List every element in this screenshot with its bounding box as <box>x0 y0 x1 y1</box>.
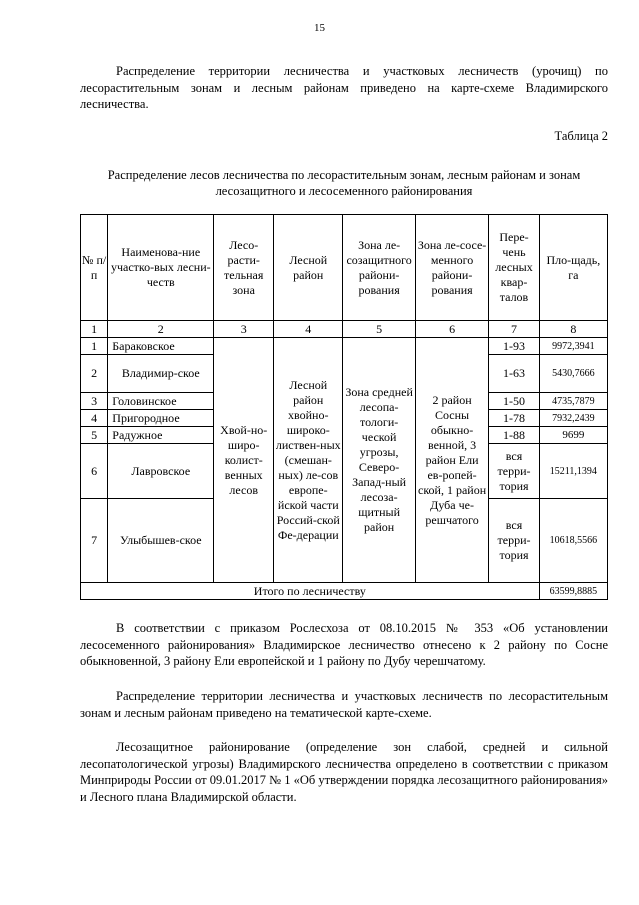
quarters: 1-78 <box>489 410 539 427</box>
row-number: 6 <box>81 444 108 499</box>
column-number: 6 <box>415 321 488 338</box>
row-number: 4 <box>81 410 108 427</box>
row-number: 7 <box>81 499 108 583</box>
quarters: 1-50 <box>489 393 539 410</box>
area: 10618,5566 <box>539 499 607 583</box>
page-number: 15 <box>314 22 325 34</box>
merged-seed-zone: 2 район Сосны обыкно-венной, 3 район Ели ев-ропей-ской, 1 район Дуба че-решчатого <box>415 338 488 583</box>
header-cell: Зона ле-созащитного райони-рования <box>343 215 415 321</box>
quarters: вся терри-тория <box>489 444 539 499</box>
area: 4735,7879 <box>539 393 607 410</box>
body-paragraph: Распределение территории лесничества и участковых лесничеств по лесорастительным зонам и лесным районам приведено на тематической карте-схеме. <box>80 689 608 720</box>
forestry-name: Радужное <box>108 427 214 444</box>
column-number: 7 <box>489 321 539 338</box>
table-label: Таблица 2 <box>554 129 608 143</box>
forestry-name: Улыбышев-ское <box>108 499 214 583</box>
header-cell: Лесной район <box>274 215 343 321</box>
column-number: 2 <box>108 321 214 338</box>
column-number: 5 <box>343 321 415 338</box>
total-label: Итого по лесничеству <box>81 583 540 600</box>
area: 9972,3941 <box>539 338 607 355</box>
row-number: 2 <box>81 355 108 393</box>
merged-zone: Хвой-но-широ-колист-венных лесов <box>214 338 274 583</box>
area: 15211,1394 <box>539 444 607 499</box>
quarters: 1-63 <box>489 355 539 393</box>
intro-paragraph: Распределение территории лесничества и участковых лесничеств (урочищ) по лесорастительным зонам и лесным районам приведено на карте-схеме Владимирского лесничества. <box>80 64 608 111</box>
header-cell: Зона ле-сосе-менного райони-рования <box>415 215 488 321</box>
row-number: 1 <box>81 338 108 355</box>
forestry-name: Лавровское <box>108 444 214 499</box>
total-row <box>81 583 608 600</box>
header-cell: № п/п <box>81 215 108 321</box>
merged-protection-zone: Зона средней лесопа-тологи-ческой угрозы, Северо-Запад-ный лесоза-щитный район <box>343 338 415 583</box>
forest-distribution-table <box>80 214 608 600</box>
header-cell: Наименова-ние участко-вых лесни-честв <box>108 215 214 321</box>
column-number: 1 <box>81 321 108 338</box>
header-cell: Лесо-расти-тельная зона <box>214 215 274 321</box>
forestry-name: Головинское <box>108 393 214 410</box>
column-number: 4 <box>274 321 343 338</box>
row-number: 5 <box>81 427 108 444</box>
table-row <box>81 338 608 355</box>
column-number: 3 <box>214 321 274 338</box>
row-number: 3 <box>81 393 108 410</box>
column-number: 8 <box>539 321 607 338</box>
forestry-name: Владимир-ское <box>108 355 214 393</box>
body-paragraph: В соответствии с приказом Рослесхоза от 08.10.2015 № 353 «Об установлении лесосеменного районирования» Владимирское лесничество отнесено к 2 району по Сосне обыкновенной, 3 району Ели европейской и 1 району по Дубу черешчатому. <box>80 621 608 668</box>
quarters: 1-88 <box>489 427 539 444</box>
area: 9699 <box>539 427 607 444</box>
forestry-name: Бараковское <box>108 338 214 355</box>
area: 5430,7666 <box>539 355 607 393</box>
quarters: 1-93 <box>489 338 539 355</box>
table-caption: Распределение лесов лесничества по лесорастительным зонам, лесным районам и зонам лесозащитного и лесосеменного районирования <box>107 168 581 198</box>
quarters: вся терри-тория <box>489 499 539 583</box>
area: 7932,2439 <box>539 410 607 427</box>
body-paragraph: Лесозащитное районирование (определение зон слабой, средней и сильной лесопатологической угрозы) Владимирского лесничества определено в соответствии с приказом Минприроды России от 09.01.2017 № 1 «Об утверждении порядка лесозащитного районирования» и Лесного плана Владимирской области. <box>80 740 608 804</box>
header-cell: Пло-щадь, га <box>539 215 607 321</box>
merged-district: Лесной район хвойно-широко-листвен-ных (смешан-ных) ле-сов европе-йской части Россий-ской Фе-дерации <box>274 338 343 583</box>
total-area: 63599,8885 <box>539 583 607 600</box>
header-cell: Пере-чень лесных квар-талов <box>489 215 539 321</box>
forestry-name: Пригородное <box>108 410 214 427</box>
